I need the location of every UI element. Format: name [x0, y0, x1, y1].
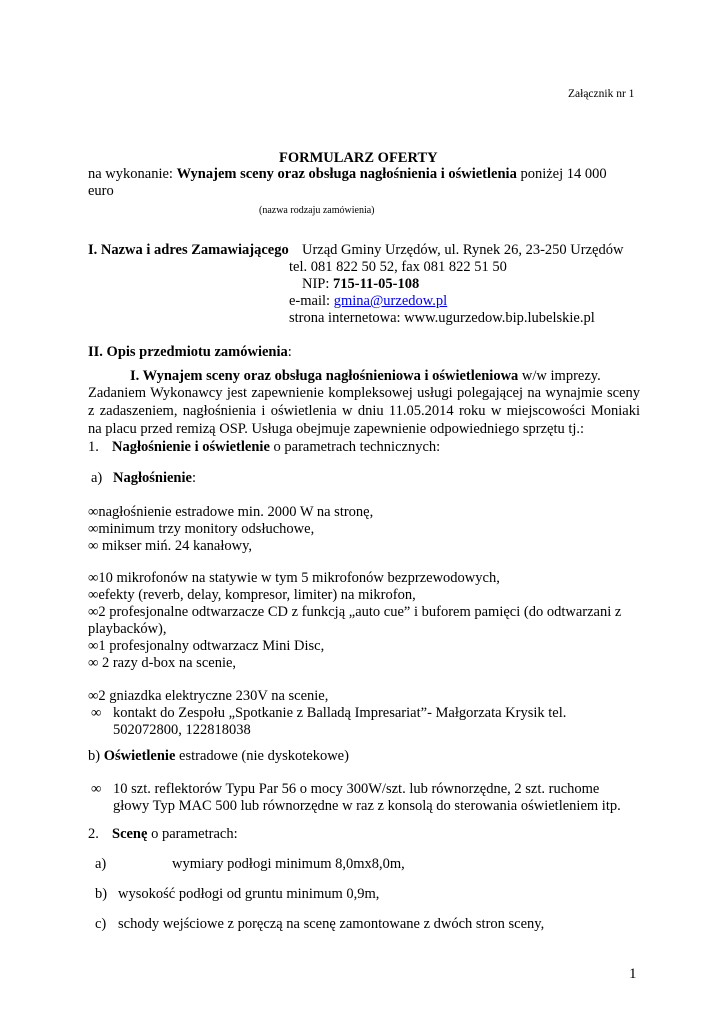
section2-subheading — [130, 368, 601, 385]
para-line-1: Zadaniem Wykonawcy jest zapewnienie kompleksowej usługi polegającej na wynajmie sceny — [88, 385, 640, 401]
list-item: ∞minimum trzy monitory odsłuchowe, — [88, 521, 315, 537]
scene-item-text: schody wejściowe z poręczą na scenę zamontowane z dwóch stron sceny, — [118, 916, 545, 932]
list-item: ∞10 mikrofonów na statywie w tym 5 mikrofonów bezprzewodowych, — [88, 570, 500, 586]
email-link[interactable]: gmina@urzedow.pl — [333, 293, 448, 309]
orderer-website: strona internetowa: www.ugurzedow.bip.lubelskie.pl — [289, 310, 595, 326]
scene-item-label: c) — [95, 916, 107, 932]
attachment-label: Załącznik nr 1 — [568, 88, 635, 100]
scene-item-text: wymiary podłogi minimum 8,0mx8,0m, — [172, 856, 405, 872]
subitem-a-bold: Nagłośnienie — [113, 470, 192, 486]
item2-text — [112, 826, 238, 843]
para-line-3: na placu przed remizą OSP. Usługa obejmuje zapewnienie odpowiedniego sprzętu tj.: — [88, 421, 585, 437]
list-item: ∞2 gniazdka elektryczne 230V na scenie, — [88, 688, 329, 704]
list-item-continuation: playbacków), — [88, 621, 167, 637]
nip-label: NIP: — [302, 276, 334, 292]
bullet-infinity-icon: ∞ — [91, 705, 102, 721]
subitem-b-rest: estradowe (nie dyskotekowe) — [175, 748, 349, 764]
subheading-bold: I. Wynajem sceny oraz obsługa nagłośnieniowa i oświetleniowa — [130, 368, 519, 384]
order-type-note: (nazwa rodzaju zamówienia) — [259, 205, 375, 216]
section2-heading — [88, 344, 292, 361]
section2-heading-colon: : — [287, 344, 292, 360]
subheading-suffix: w/w imprezy. — [518, 368, 601, 384]
list-item: ∞nagłośnienie estradowe min. 2000 W na stronę, — [88, 504, 374, 520]
orderer-email — [289, 293, 447, 310]
list-item: ∞efekty (reverb, delay, kompresor, limiter) na mikrofon, — [88, 587, 416, 603]
para-line-2: z zadaszeniem, nagłośnienia i oświetlenia w dniu 11.05.2014 roku w miejscowości Moniaki — [88, 403, 640, 419]
section1-heading: I. Nazwa i adres Zamawiającego — [88, 242, 289, 258]
contact-line-2: 502072800, 122818038 — [113, 722, 251, 738]
list-item: ∞2 profesjonalne odtwarzacze CD z funkcją „auto cue” i buforem pamięci (do odtwarzani z — [88, 604, 622, 620]
list-item: ∞1 profesjonalny odtwarzacz Mini Disc, — [88, 638, 325, 654]
item1-text — [112, 439, 440, 456]
contact-line-1: kontakt do Zespołu „Spotkanie z Balladą Impresariat”- Małgorzata Krysik tel. — [113, 705, 567, 721]
subject-suffix-line2: euro — [88, 183, 114, 199]
subitem-b-bold: Oświetlenie — [103, 748, 176, 764]
subject-suffix: poniżej 14 000 — [516, 166, 607, 182]
scene-item-text: wysokość podłogi od gruntu minimum 0,9m, — [118, 886, 380, 902]
subitem-b-title — [88, 748, 349, 765]
email-label: e-mail: — [289, 293, 334, 309]
item2-rest: o parametrach: — [147, 826, 238, 842]
item1-rest: o parametrach technicznych: — [269, 439, 441, 455]
nip-value: 715-11-05-108 — [333, 276, 420, 292]
subitem-b-label: b) — [88, 748, 104, 764]
subitem-a-label: a) — [91, 470, 103, 486]
scene-item-label: b) — [95, 886, 108, 902]
item1-number: 1. — [88, 439, 99, 455]
orderer-nip — [302, 276, 419, 293]
subitem-a-colon: : — [191, 470, 196, 486]
form-title: FORMULARZ OFERTY — [279, 150, 438, 166]
orderer-address: Urząd Gminy Urzędów, ul. Rynek 26, 23-250 Urzędów — [302, 242, 624, 258]
list-item: ∞ mikser miń. 24 kanałowy, — [88, 538, 253, 554]
orderer-phone: tel. 081 822 50 52, fax 081 822 51 50 — [289, 259, 507, 275]
subject-prefix: na wykonanie: — [88, 166, 177, 182]
item2-number: 2. — [88, 826, 99, 842]
subitem-a-title — [113, 470, 196, 487]
bullet-infinity-icon: ∞ — [91, 781, 102, 797]
section2-heading-text: II. Opis przedmiotu zamówienia — [88, 344, 288, 360]
item2-bold: Scenę — [112, 826, 148, 842]
item1-bold: Nagłośnienie i oświetlenie — [112, 439, 270, 455]
subject-line — [88, 166, 607, 183]
lighting-line-1: 10 szt. reflektorów Typu Par 56 o mocy 300W/szt. lub równorzędne, 2 szt. ruchome — [113, 781, 600, 797]
scene-item-label: a) — [95, 856, 107, 872]
subject-name: Wynajem sceny oraz obsługa nagłośnienia i oświetlenia — [176, 166, 517, 182]
page-number: 1 — [629, 966, 637, 982]
lighting-line-2: głowy Typ MAC 500 lub równorzędne w raz z konsolą do sterowania oświetleniem itp. — [113, 798, 621, 814]
list-item: ∞ 2 razy d-box na scenie, — [88, 655, 237, 671]
